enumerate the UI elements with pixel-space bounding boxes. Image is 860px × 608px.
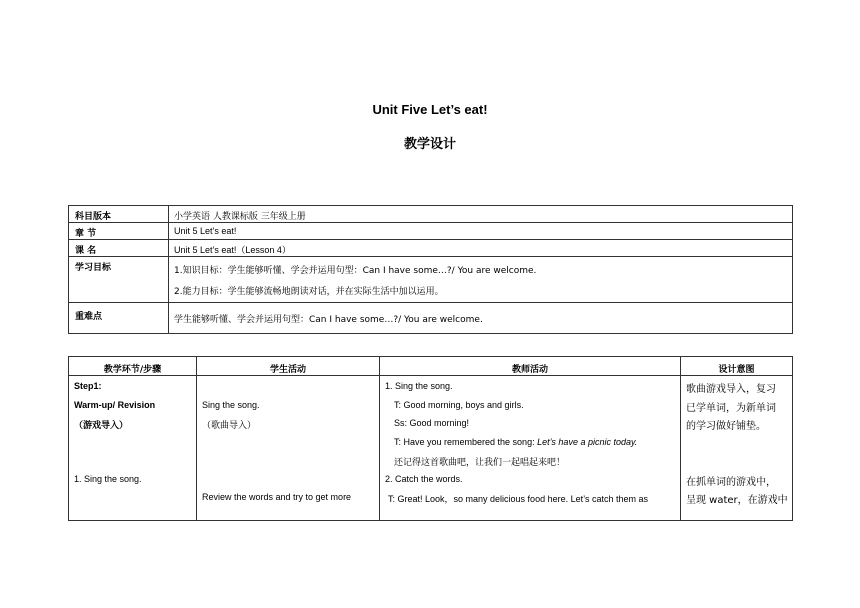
step-cn: （游戏导入） (74, 421, 129, 431)
goal-ability: 2.能力目标：学生能够流畅地朗读对话，并在实际生活中加以运用。 (174, 287, 444, 297)
cell-purpose (681, 376, 793, 521)
purpose-line1: 歌曲游戏导入，复习 (686, 384, 776, 395)
step-label: Step1: (74, 381, 102, 391)
cell-step (69, 376, 197, 521)
label-edition: 科目版本 (69, 206, 169, 223)
info-row-edition (69, 206, 793, 223)
teacher-line7: T: Great! Look，so many delicious food here. Let’s catch them as (388, 494, 648, 504)
student-line2: （歌曲导入） (202, 421, 257, 431)
student-line1: Sing the song. (202, 400, 260, 410)
label-chapter: 章 节 (69, 223, 169, 240)
teacher-line3: Ss: Good morning! (394, 418, 470, 428)
teacher-line4-text: T: Have you remembered the song: (394, 437, 538, 447)
purpose-line5: 呈现 water，在游戏中 (686, 495, 788, 506)
value-goals (169, 257, 793, 303)
teacher-line6: 2. Catch the words. (385, 474, 463, 484)
goal-knowledge: 1.知识目标：学生能够听懂、学会并运用句型：Can I have some…?/ You are welcome. (174, 266, 537, 276)
info-row-chapter (69, 223, 793, 240)
step-warmup: Warm-up/ Revision (74, 400, 156, 410)
info-row-goals (69, 257, 793, 303)
header-purpose: 设计意图 (681, 357, 793, 376)
activity-row-step1 (69, 376, 793, 521)
purpose-line2: 已学单词，为新单词 (686, 403, 776, 414)
value-lesson: Unit 5 Let’s eat!（Lesson 4） (169, 240, 793, 257)
activity-table (68, 356, 793, 521)
value-chapter: Unit 5 Let’s eat! (169, 223, 793, 240)
teacher-line2: T: Good morning, boys and girls. (394, 400, 524, 410)
purpose-line4: 在抓单词的游戏中， (686, 477, 776, 488)
activity-header-row (69, 357, 793, 376)
teacher-song-title: Let’s have a picnic today. (537, 437, 638, 447)
info-table (68, 205, 793, 334)
header-student: 学生活动 (197, 357, 380, 376)
teacher-line5: 还记得这首歌曲吧，让我们一起唱起来吧！ (394, 458, 566, 468)
header-teacher: 教师活动 (380, 357, 681, 376)
info-row-lesson (69, 240, 793, 257)
label-goals: 学习目标 (69, 257, 169, 303)
step-item1: 1. Sing the song. (74, 474, 142, 484)
document-title: Unit Five Let’s eat! (372, 102, 488, 117)
teacher-line1: 1. Sing the song. (385, 381, 453, 391)
teacher-line4 (394, 437, 637, 447)
header-step: 教学环节/步骤 (69, 357, 197, 376)
value-edition: 小学英语 人教课标版 三年级上册 (169, 206, 793, 223)
student-line3: Review the words and try to get more (202, 492, 352, 502)
value-keypoints: 学生能够听懂、学会并运用句型：Can I have some…?/ You are welcome. (169, 303, 793, 334)
document-subtitle: 教学设计 (403, 137, 456, 152)
cell-student (197, 376, 380, 521)
label-keypoints: 重难点 (69, 303, 169, 334)
cell-teacher (380, 376, 681, 521)
info-row-keypoints (69, 303, 793, 334)
purpose-line3: 的学习做好铺垫。 (686, 421, 766, 432)
label-lesson: 课 名 (69, 240, 169, 257)
